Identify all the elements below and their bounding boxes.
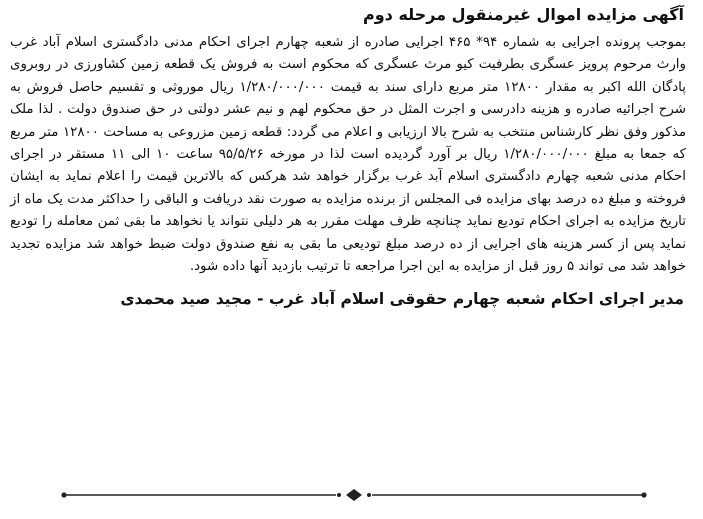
divider-graphic: [58, 488, 650, 502]
ornamental-divider: [58, 488, 650, 502]
auction-notice: [10, 4, 686, 474]
notice-body: بموجب پرونده اجرایی به شماره ۹۴* ۴۶۵ اجرایی صادره از شعبه چهارم اجرای احکام مدنی دادگستری اسلام آباد غرب وارث مرحوم پرویز عسگری بطرفیت کیو مرث عسگری که محکوم است به فروش یک قطعه زمین کشاورزی در روبروی پادگان الله اکبر به مقدار ۱۲۸۰۰ متر مربع دارای سند به قیمت ۱/۲۸۰/۰۰۰/۰۰۰ ریال موروثی و تقسیم حاصل فروش به شرح اجرائیه صادره و هزینه دادرسی و اجرت المثل در حق محکوم لهم و نیم عشر دولتی در حق صندوق دولت . لذا ملک مذکور وفق نظر کارشناس منتخب به شرح بالا ارزیابی و اعلام می گردد: قطعه زمین مزروعی به مساحت ۱۲۸۰۰ متر مربع که جمعا به مبلغ ۱/۲۸۰/۰۰۰/۰۰۰ ریال بر آورد گردیده است لذا در مورخه ۹۵/۵/۲۶ ساعت ۱۰ الی ۱۱ مستقر در اجرای احکام مدنی شعبه چهارم دادگستری اسلام آبد غرب برگزار خواهد شد هرکس که بالاترین قیمت را اعلام نماید به ایشان فروخته و مبلغ ده درصد بهای مزایده فی المجلس از برنده مزایده به صورت نقد دریافت و الباقی را حداکثر مدت یک ماه از تاریخ مزایده به اجرای احکام تودیع نماید چنانچه ظرف مهلت مقرر به هر دلیلی نتواند یا نخواهد ما بقی ثمن معامله را تودیع نماید پس از کسر هزینه های اجرایی از ده درصد مبلغ تودیعی ما بقی به نفع صندوق دولت ضبط خواهد شد مزایده تجدید خواهد شد می تواند ۵ روز قبل از مزایده به این اجرا مراجعه تا ترتیب بازدید آنها داده شود.: [10, 35, 687, 275]
notice-signature: مدیر اجرای احکام شعبه چهارم حقوقی اسلام آباد غرب - مجید صید محمدی: [120, 290, 684, 309]
notice-title: آگهی مزایده اموال غیرمنقول مرحله دوم: [362, 5, 684, 24]
